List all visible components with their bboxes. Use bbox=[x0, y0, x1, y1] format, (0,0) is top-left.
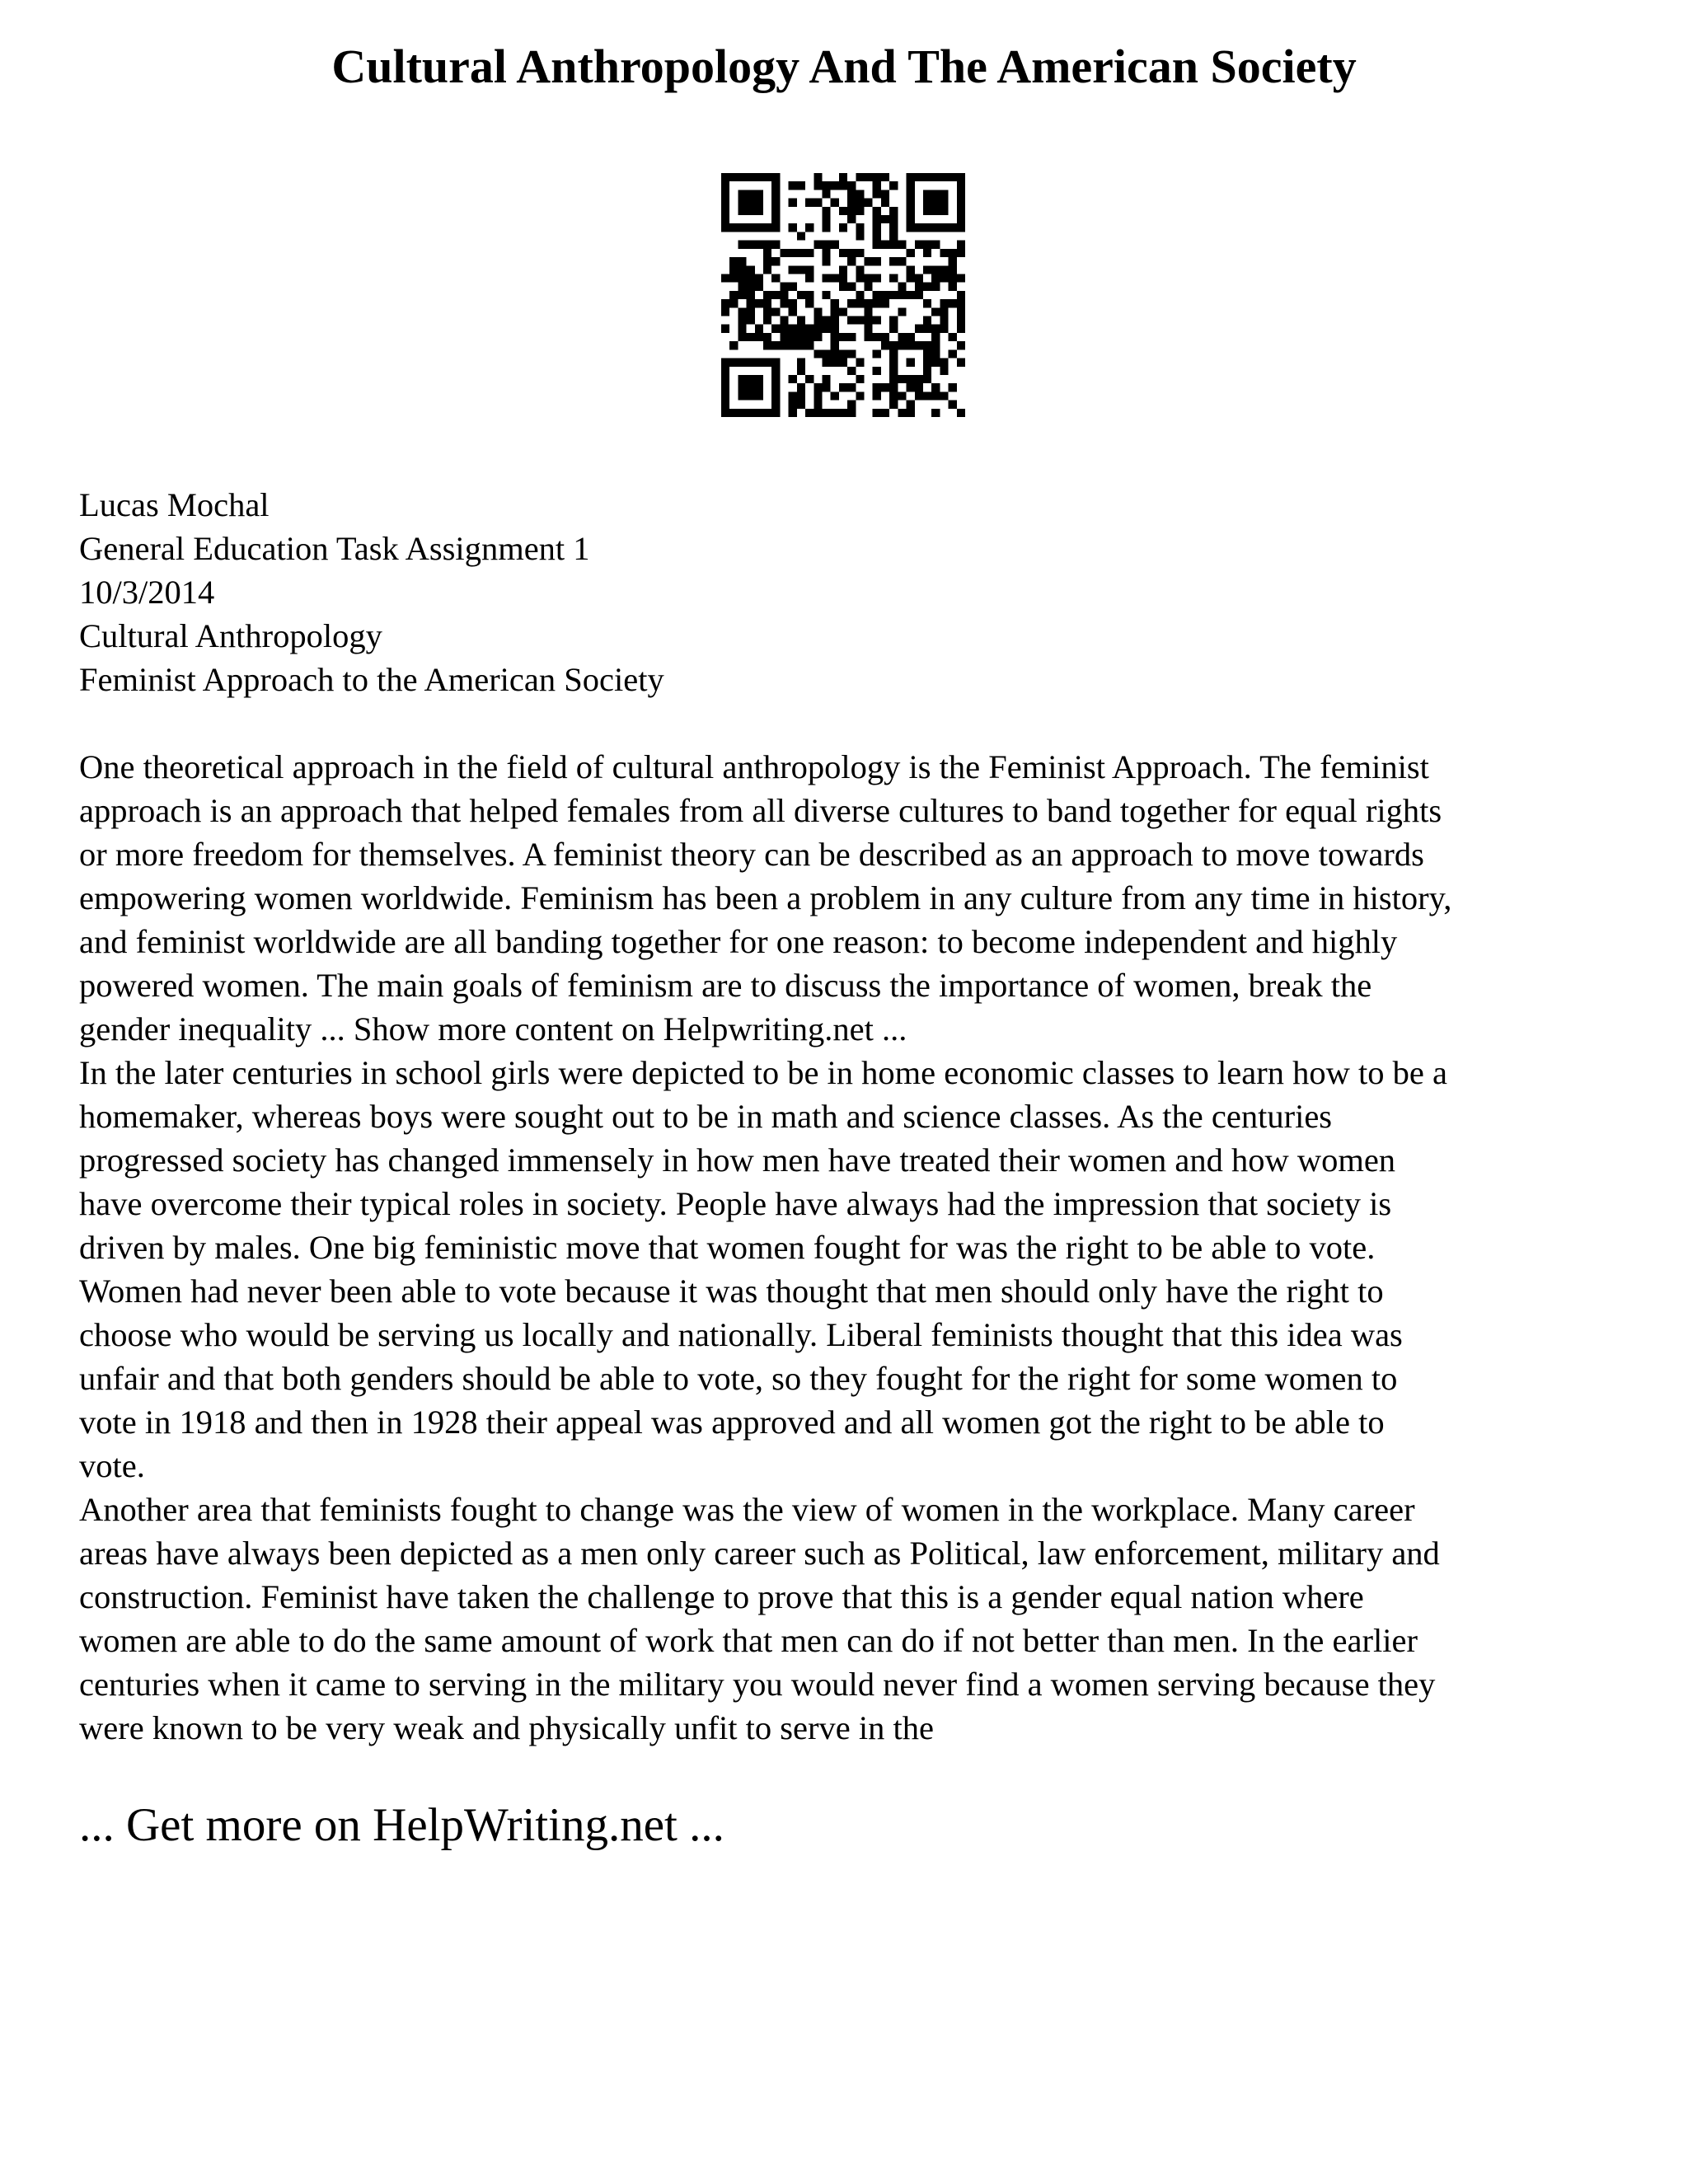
paragraph-line: homemaker, whereas boys were sought out to be in math and science classes. As the centuries bbox=[79, 1098, 1333, 1135]
paragraph-line: In the later centuries in school girls were depicted to be in home economic classes to learn how to be a bbox=[79, 1054, 1447, 1091]
paragraph-line: unfair and that both genders should be able to vote, so they fought for the right for some women to bbox=[79, 1360, 1398, 1397]
author-name: Lucas Mochal bbox=[79, 486, 270, 523]
paragraph-line: powered women. The main goals of feminism are to discuss the importance of women, break the bbox=[79, 967, 1372, 1004]
paragraph-line: Women had never been able to vote because it was thought that men should only have the right to bbox=[79, 1272, 1384, 1310]
paragraph-line: progressed society has changed immensely in how men have treated their women and how women bbox=[79, 1141, 1396, 1179]
paragraph-line: have overcome their typical roles in society. People have always had the impression that society is bbox=[79, 1185, 1392, 1222]
paragraph-line: vote. bbox=[79, 1447, 145, 1484]
paragraph-line: centuries when it came to serving in the military you would never find a women serving because they bbox=[79, 1666, 1436, 1703]
paragraph-1 bbox=[79, 745, 1629, 1051]
paragraph-line: construction. Feminist have taken the challenge to prove that this is a gender equal nation where bbox=[79, 1578, 1364, 1615]
paragraph-line: or more freedom for themselves. A feminist theory can be described as an approach to move towards bbox=[79, 836, 1424, 873]
paragraph-line: and feminist worldwide are all banding together for one reason: to become independent and highly bbox=[79, 923, 1398, 960]
paragraph-line: Another area that feminists fought to change was the view of women in the workplace. Many career bbox=[79, 1491, 1415, 1528]
document-date: 10/3/2014 bbox=[79, 574, 215, 611]
paragraph-line: choose who would be serving us locally and nationally. Liberal feminists thought that this idea was bbox=[79, 1316, 1403, 1353]
assignment-name: General Education Task Assignment 1 bbox=[79, 530, 590, 567]
document-title: Cultural Anthropology And The American Society bbox=[331, 40, 1357, 93]
paragraph-2 bbox=[79, 1051, 1629, 1488]
paragraph-line: women are able to do the same amount of work that men can do if not better than men. In the earlier bbox=[79, 1622, 1418, 1659]
paragraph-line: areas have always been depicted as a men only career such as Political, law enforcement, military and bbox=[79, 1535, 1440, 1572]
paragraph-line: approach is an approach that helped females from all diverse cultures to band together for equal rights bbox=[79, 792, 1442, 829]
paragraph-line: empowering women worldwide. Feminism has been a problem in any culture from any time in history, bbox=[79, 879, 1452, 916]
get-more-link[interactable]: ... Get more on HelpWriting.net ... bbox=[79, 1799, 724, 1851]
paragraph-line: gender inequality ... Show more content on Helpwriting.net ... bbox=[79, 1010, 907, 1047]
paragraph-line: driven by males. One big feministic move that women fought for was the right to be able to vote. bbox=[79, 1229, 1376, 1266]
paragraph-3 bbox=[79, 1488, 1629, 1750]
paragraph-line: were known to be very weak and physically unfit to serve in the bbox=[79, 1709, 934, 1746]
qr-code-icon bbox=[721, 173, 965, 417]
course-name: Cultural Anthropology bbox=[79, 617, 382, 654]
metadata-block bbox=[79, 483, 1629, 701]
paragraph-line: One theoretical approach in the field of cultural anthropology is the Feminist Approach. The feminist bbox=[79, 748, 1429, 785]
paragraph-line: vote in 1918 and then in 1928 their appeal was approved and all women got the right to be able to bbox=[79, 1404, 1385, 1441]
document-subtitle: Feminist Approach to the American Society bbox=[79, 661, 664, 698]
document-body bbox=[79, 483, 1629, 1750]
